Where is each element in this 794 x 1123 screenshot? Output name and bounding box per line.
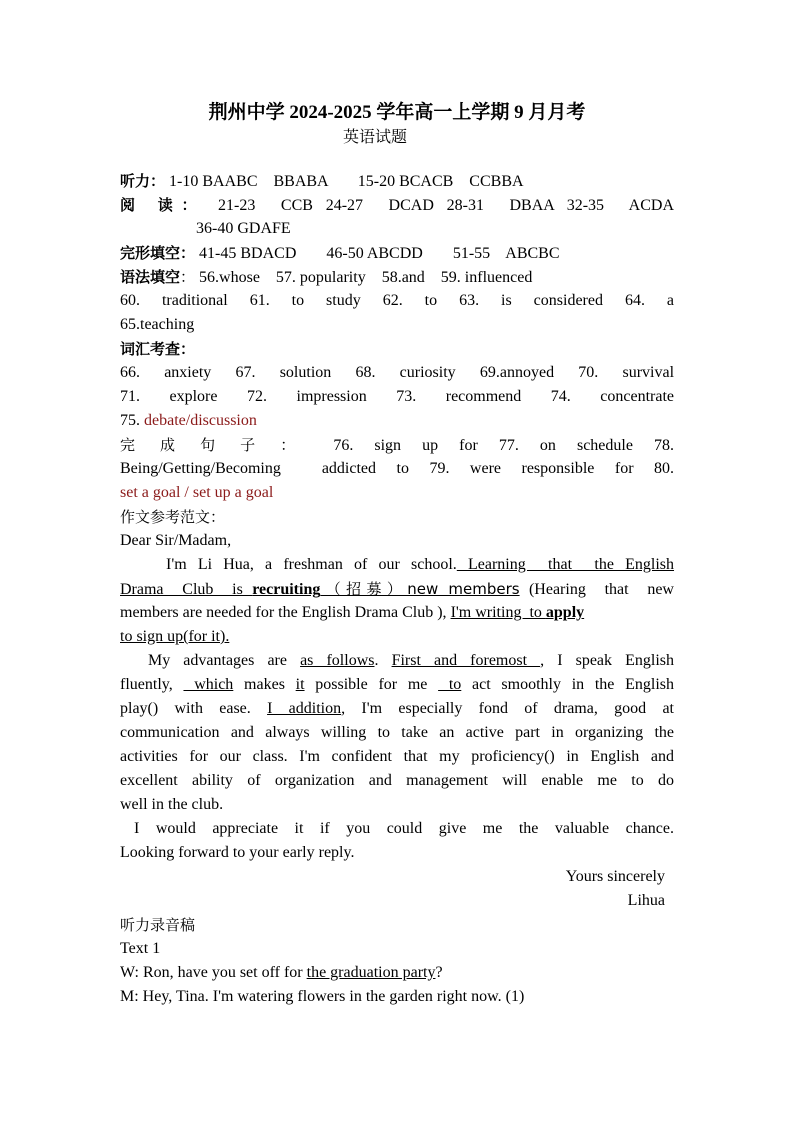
reading-answers: 阅 读： 21-23 CCB 24-27 DCAD 28-31 DBAA 32-35 ACDA — [120, 196, 675, 214]
answer-item: 59. influenced — [440, 269, 533, 286]
answer-item: 60. traditional — [120, 292, 228, 309]
vocab-label-line: 词汇考查： — [120, 340, 196, 358]
essay-p2-line6: excellent ability of organization and management will enable me to do — [120, 772, 674, 789]
essay-closing: Yours sincerely — [565, 868, 665, 885]
section-label: 听力 — [120, 172, 151, 190]
essay-label: 作文参考范文： — [120, 508, 226, 526]
essay-p1-line1: I'm Li Hua, a freshman of our school. Learning that the English — [166, 556, 675, 573]
answer-item: 74. concentrate — [550, 388, 675, 405]
essay-p2-line1: My advantages are as follows. First and foremost , I speak English — [148, 652, 675, 669]
answer-group: 41-45 BDACD — [199, 245, 297, 262]
answer-group: 51-55 ABCBC — [452, 245, 560, 262]
answer-item: 77. on schedule — [498, 437, 633, 454]
underlined-phrase: the graduation party — [306, 964, 436, 981]
underlined-phrase: it — [295, 676, 305, 693]
answer-item: 78. — [654, 437, 675, 454]
underlined-phrase: as follows — [300, 652, 375, 669]
answer-group: 24-27 DCAD — [325, 197, 434, 214]
transcript-text-title: Text 1 — [120, 940, 161, 957]
answer-item: 61. to study — [249, 292, 361, 309]
answer-item-highlighted: set a goal / set up a goal — [120, 484, 274, 501]
essay-greeting: Dear Sir/Madam, — [120, 532, 232, 549]
answer-group: 32-35 ACDA — [566, 197, 675, 214]
page-title: 荆州中学 2024-2025 学年高一上学期 9 月月考 — [208, 102, 586, 123]
essay-p2-line2: fluently, which makes it possible for me to act smoothly in the English — [120, 676, 675, 693]
transcript-label: 听力录音稿 — [120, 916, 196, 934]
answer-item: 70. survival — [578, 364, 675, 381]
vocab-answers-row2 — [120, 385, 674, 409]
answer-item: 63. is considered — [459, 292, 603, 309]
answer-item: 67. solution — [235, 364, 332, 381]
answer-item: 57. popularity — [275, 269, 366, 286]
answer-item: 69.annoyed — [479, 364, 555, 381]
sentence-answers-row2 — [120, 457, 674, 481]
answer-group: 28-31 DBAA — [446, 197, 554, 214]
answer-item: 73. recommend — [396, 388, 522, 405]
underlined-phrase: to sign up(for it). — [120, 628, 230, 645]
underlined-phrase: which — [183, 676, 234, 693]
essay-p2-line7: well in the club. — [120, 796, 224, 813]
essay-p1-line4 — [120, 625, 674, 649]
sentence-answers-row1: 完成句子： 76. sign up for 77. on schedule 78. — [120, 436, 675, 454]
answer-group: 46-50 ABCDD — [326, 245, 423, 262]
answer-item: 68. curiosity — [355, 364, 456, 381]
underlined-phrase: Learning that the English — [456, 556, 675, 573]
essay-p2-line5: activities for our class. I'm confident that my proficiency() in English and — [120, 748, 674, 765]
answer-item: 58.and — [381, 269, 425, 286]
grammar-answers-row2 — [120, 289, 674, 313]
section-label: 完形填空 — [120, 244, 181, 262]
answer-item: 72. impression — [247, 388, 367, 405]
underlined-phrase: I'm writing to apply — [450, 604, 585, 621]
answer-item: 64. a — [624, 292, 675, 309]
essay-p1-line2: Drama Club is recruiting（招募）new members (Hearing that new — [120, 580, 674, 598]
answer-item: 56.whose — [199, 269, 260, 286]
answer-item: 80. — [654, 460, 675, 477]
page-subtitle: 英语试题 — [342, 129, 407, 146]
grammar-answers: 语法填空： 56.whose 57. popularity 58.and 59. influenced — [120, 268, 533, 286]
answer-number: 75. — [120, 412, 140, 429]
answer-group: 1-10 BAABC BBABA — [169, 173, 328, 190]
essay-signature: Lihua — [627, 892, 665, 909]
answer-item: 62. to — [382, 292, 438, 309]
underlined-phrase: First and foremost — [391, 652, 541, 669]
transcript-line-m: M: Hey, Tina. I'm watering flowers in the garden right now. (1) — [120, 988, 525, 1005]
answer-item: 71. explore — [120, 388, 218, 405]
section-label: 阅 读 — [120, 196, 182, 214]
answer-item: 66. anxiety — [120, 364, 212, 381]
section-label: 词汇考查 — [120, 340, 181, 358]
answer-group: 15-20 BCACB CCBBA — [357, 173, 524, 190]
vocab-answers-row1 — [120, 361, 674, 385]
answer-item-highlighted: debate/discussion — [144, 412, 257, 429]
answer-group: 36-40 GDAFE — [196, 220, 291, 237]
answer-item: 76. sign up for — [333, 437, 478, 454]
section-label: 完成句子 — [120, 436, 281, 454]
essay-p1-line3: members are needed for the English Drama Club ), I'm writing to apply — [120, 604, 585, 621]
essay-p2-line3: play() with ease. I addition, I'm especially fond of drama, good at — [120, 700, 674, 717]
answer-group: 21-23 CCB — [218, 197, 313, 214]
answer-item: Being/Getting/Becoming addicted to — [120, 460, 409, 477]
essay-p2-line4: communication and always willing to take an active part in organizing the — [120, 724, 674, 741]
answer-item: 65.teaching — [120, 316, 195, 333]
underlined-phrase: I addition — [267, 700, 342, 717]
section-label: 语法填空 — [120, 268, 181, 286]
underlined-phrase: to — [438, 676, 462, 693]
essay-p3-line2: Looking forward to your early reply. — [120, 844, 355, 861]
vocab-answer-75 — [120, 409, 674, 433]
listening-answers: 听力： 1-10 BAABC BBABA 15-20 BCACB CCBBA — [120, 172, 524, 190]
cloze-answers: 完形填空： 41-45 BDACD 46-50 ABCDD 51-55 ABCBC — [120, 244, 560, 262]
essay-p3-line1: I would appreciate it if you could give me the valuable chance. — [134, 820, 674, 837]
transcript-line-w: W: Ron, have you set off for the graduation party? — [120, 964, 443, 981]
answer-item: 79. were responsible for — [429, 460, 634, 477]
underlined-phrase: Drama Club is recruiting（招募）new members — [120, 580, 520, 598]
